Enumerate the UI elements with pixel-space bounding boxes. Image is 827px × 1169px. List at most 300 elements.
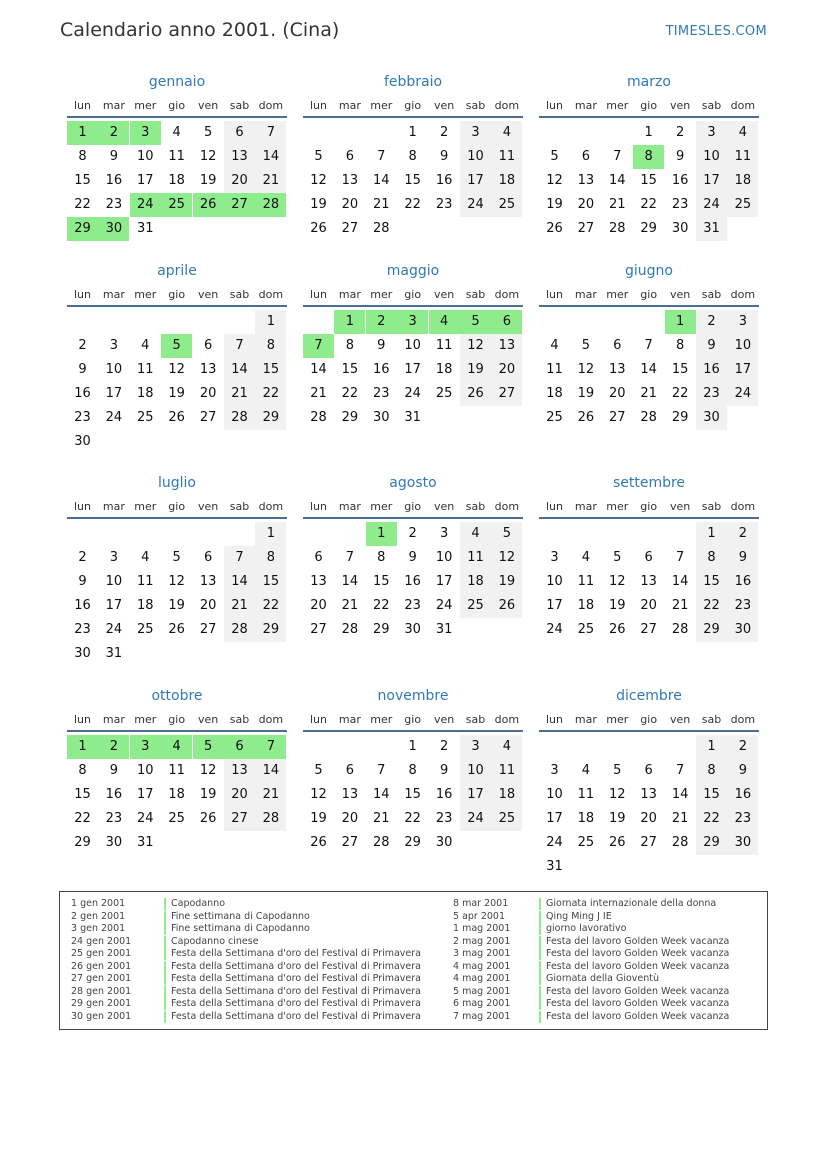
day-cell: 17 bbox=[546, 598, 563, 613]
day-cell: 22 bbox=[255, 594, 286, 618]
holiday-date: 25 gen 2001 bbox=[71, 948, 132, 959]
weekday-label-sab: sab bbox=[465, 288, 486, 301]
month-name: maggio bbox=[386, 263, 440, 279]
month-name: agosto bbox=[389, 475, 437, 491]
weekday-label-ven: ven bbox=[197, 288, 219, 301]
holiday-color-marker bbox=[164, 998, 166, 1010]
day-cell: 1 bbox=[67, 735, 98, 759]
day-cell: 12 bbox=[199, 149, 217, 164]
day-cell: 30 bbox=[404, 622, 421, 637]
weekday-label-mar: mar bbox=[102, 288, 125, 301]
day-cell: 25 bbox=[727, 193, 758, 217]
weekday-label-ven: ven bbox=[669, 500, 691, 513]
day-cell: 7 bbox=[613, 149, 622, 164]
day-cell: 7 bbox=[377, 763, 386, 778]
day-cell: 22 bbox=[404, 197, 421, 212]
day-cell: 8 bbox=[78, 149, 87, 164]
month-header-rule bbox=[303, 730, 523, 732]
holiday-name: Giornata internazionale della donna bbox=[546, 898, 717, 909]
day-cell: 24 bbox=[435, 598, 453, 613]
day-cell: 14 bbox=[373, 173, 390, 188]
weekday-label-mer: mer bbox=[606, 288, 629, 301]
weekday-label-gio: gio bbox=[404, 99, 422, 112]
weekday-label-lun: lun bbox=[310, 500, 327, 513]
weekday-label-mer: mer bbox=[134, 713, 157, 726]
day-cell: 8 bbox=[408, 763, 417, 778]
weekday-label-sab: sab bbox=[465, 500, 486, 513]
weekday-label-mar: mar bbox=[102, 713, 125, 726]
day-cell: 26 bbox=[577, 410, 595, 425]
day-cell: 5 bbox=[314, 763, 323, 778]
day-cell: 25 bbox=[491, 193, 522, 217]
day-cell: 13 bbox=[640, 574, 657, 589]
day-cell: 7 bbox=[644, 338, 653, 353]
day-cell: 9 bbox=[696, 334, 727, 358]
day-cell: 1 bbox=[408, 125, 417, 140]
holiday-date: 7 mag 2001 bbox=[453, 1010, 511, 1022]
day-cell: 19 bbox=[460, 358, 491, 382]
day-cell: 5 bbox=[613, 763, 622, 778]
day-cell: 18 bbox=[546, 386, 563, 401]
day-cell: 1 bbox=[255, 310, 286, 334]
day-cell: 22 bbox=[74, 811, 91, 826]
holiday-name: Festa del lavoro Golden Week vacanza bbox=[546, 935, 730, 947]
holiday-date: 3 gen 2001 bbox=[71, 923, 126, 934]
day-cell: 8 bbox=[408, 149, 417, 164]
day-cell: 23 bbox=[727, 594, 758, 618]
weekday-label-lun: lun bbox=[310, 288, 327, 301]
day-cell: 12 bbox=[168, 574, 185, 589]
day-cell: 16 bbox=[74, 598, 91, 613]
day-cell: 7 bbox=[224, 334, 255, 358]
month-name: febbraio bbox=[383, 74, 443, 90]
weekday-label-ven: ven bbox=[433, 500, 455, 513]
day-cell: 27 bbox=[577, 221, 595, 236]
weekday-label-gio: gio bbox=[640, 713, 658, 726]
day-cell: 8 bbox=[675, 338, 685, 353]
day-cell: 29 bbox=[696, 618, 727, 642]
day-cell: 4 bbox=[161, 735, 192, 759]
weekday-label-ven: ven bbox=[669, 288, 691, 301]
day-cell: 16 bbox=[404, 574, 421, 589]
day-cell: 6 bbox=[581, 149, 591, 164]
holiday-color-marker bbox=[539, 986, 541, 998]
holiday-color-marker bbox=[164, 936, 166, 948]
day-cell: 26 bbox=[609, 835, 626, 850]
day-cell: 1 bbox=[408, 739, 417, 754]
day-cell: 17 bbox=[546, 811, 563, 826]
month-header-rule bbox=[67, 305, 287, 307]
month-header-rule bbox=[67, 517, 287, 519]
day-cell: 24 bbox=[130, 193, 161, 217]
day-cell: 13 bbox=[199, 362, 217, 377]
day-cell: 13 bbox=[224, 145, 255, 169]
holiday-color-marker bbox=[164, 1011, 166, 1023]
day-cell: 4 bbox=[172, 125, 181, 140]
holiday-date: 2 mag 2001 bbox=[453, 935, 511, 947]
holiday-color-marker bbox=[164, 911, 166, 923]
month-name: giugno bbox=[625, 263, 673, 279]
day-cell: 26 bbox=[199, 811, 217, 826]
weekday-label-lun: lun bbox=[74, 99, 91, 112]
weekday-label-lun: lun bbox=[74, 500, 91, 513]
day-cell: 7 bbox=[377, 149, 386, 164]
day-cell: 30 bbox=[98, 217, 129, 241]
weekday-label-mar: mar bbox=[102, 500, 125, 513]
weekday-label-gio: gio bbox=[404, 713, 422, 726]
weekday-label-lun: lun bbox=[74, 288, 91, 301]
day-cell: 31 bbox=[546, 859, 563, 874]
day-cell: 23 bbox=[373, 386, 390, 401]
day-cell: 12 bbox=[609, 787, 626, 802]
day-cell: 15 bbox=[696, 570, 727, 594]
day-cell: 7 bbox=[675, 763, 685, 778]
month-name: dicembre bbox=[616, 688, 682, 704]
day-cell: 3 bbox=[550, 550, 559, 565]
day-cell: 19 bbox=[609, 598, 626, 613]
day-cell: 5 bbox=[491, 522, 522, 546]
day-cell: 23 bbox=[74, 622, 91, 637]
day-cell: 13 bbox=[491, 334, 522, 358]
day-cell: 28 bbox=[255, 807, 286, 831]
holiday-date: 3 mag 2001 bbox=[453, 948, 511, 959]
day-cell: 16 bbox=[435, 787, 453, 802]
holiday-date: 6 mag 2001 bbox=[453, 998, 511, 1009]
day-cell: 14 bbox=[310, 362, 327, 377]
weekday-label-lun: lun bbox=[546, 99, 563, 112]
day-cell: 19 bbox=[577, 386, 595, 401]
day-cell: 2 bbox=[696, 310, 727, 334]
weekday-label-dom: dom bbox=[730, 500, 756, 513]
holiday-date: 30 gen 2001 bbox=[71, 1010, 132, 1022]
day-cell: 18 bbox=[137, 598, 154, 613]
day-cell: 10 bbox=[460, 145, 491, 169]
day-cell: 21 bbox=[224, 382, 255, 406]
day-cell: 26 bbox=[546, 221, 563, 236]
day-cell: 2 bbox=[727, 735, 758, 759]
day-cell: 28 bbox=[671, 835, 689, 850]
weekday-label-lun: lun bbox=[546, 500, 563, 513]
weekday-label-dom: dom bbox=[730, 99, 756, 112]
day-cell: 12 bbox=[609, 574, 626, 589]
day-cell: 6 bbox=[644, 763, 653, 778]
day-cell: 20 bbox=[341, 811, 359, 826]
holiday-date: 28 gen 2001 bbox=[71, 985, 132, 997]
day-cell: 20 bbox=[640, 811, 657, 826]
day-cell: 30 bbox=[671, 221, 689, 236]
day-cell: 16 bbox=[74, 386, 91, 401]
day-cell: 2 bbox=[98, 121, 129, 145]
day-cell: 14 bbox=[224, 570, 255, 594]
day-cell: 1 bbox=[665, 310, 696, 334]
day-cell: 3 bbox=[397, 310, 428, 334]
day-cell: 18 bbox=[491, 169, 522, 193]
month-name: marzo bbox=[627, 74, 671, 90]
day-cell: 10 bbox=[404, 338, 421, 353]
day-cell: 9 bbox=[439, 763, 449, 778]
holiday-name: giorno lavorativo bbox=[546, 923, 627, 934]
month-name: settembre bbox=[612, 475, 686, 491]
weekday-label-ven: ven bbox=[433, 713, 455, 726]
weekday-label-lun: lun bbox=[546, 713, 563, 726]
day-cell: 4 bbox=[581, 763, 591, 778]
day-cell: 14 bbox=[255, 759, 286, 783]
weekday-label-sab: sab bbox=[465, 99, 486, 112]
day-cell: 13 bbox=[640, 787, 657, 802]
day-cell: 8 bbox=[78, 763, 87, 778]
day-cell: 15 bbox=[404, 173, 421, 188]
day-cell: 22 bbox=[696, 594, 727, 618]
weekday-label-sab: sab bbox=[701, 288, 722, 301]
day-cell: 22 bbox=[640, 197, 657, 212]
day-cell: 21 bbox=[255, 783, 286, 807]
weekday-label-lun: lun bbox=[546, 288, 563, 301]
day-cell: 6 bbox=[314, 550, 323, 565]
day-cell: 6 bbox=[345, 763, 355, 778]
day-cell: 15 bbox=[74, 787, 91, 802]
weekday-label-gio: gio bbox=[640, 500, 658, 513]
day-cell: 11 bbox=[137, 574, 154, 589]
day-cell: 17 bbox=[460, 783, 491, 807]
day-cell: 29 bbox=[74, 835, 91, 850]
holiday-name: Fine settimana di Capodanno bbox=[171, 923, 310, 934]
day-cell: 29 bbox=[640, 221, 657, 236]
day-cell: 9 bbox=[377, 338, 386, 353]
holiday-name: Festa della Settimana d'oro del Festival di Primavera bbox=[171, 998, 421, 1009]
day-cell: 4 bbox=[491, 121, 522, 145]
day-cell: 9 bbox=[78, 574, 87, 589]
day-cell: 12 bbox=[577, 362, 595, 377]
day-cell: 11 bbox=[491, 145, 522, 169]
day-cell: 21 bbox=[341, 598, 359, 613]
day-cell: 25 bbox=[546, 410, 563, 425]
holiday-color-marker bbox=[164, 923, 166, 935]
day-cell: 16 bbox=[696, 358, 727, 382]
weekday-label-mer: mer bbox=[606, 99, 629, 112]
day-cell: 4 bbox=[581, 550, 591, 565]
day-cell: 1 bbox=[255, 522, 286, 546]
day-cell: 5 bbox=[161, 334, 192, 358]
day-cell: 19 bbox=[199, 173, 217, 188]
day-cell: 29 bbox=[341, 410, 359, 425]
day-cell: 10 bbox=[137, 763, 154, 778]
day-cell: 26 bbox=[310, 835, 327, 850]
day-cell: 26 bbox=[460, 382, 491, 406]
day-cell: 15 bbox=[255, 570, 286, 594]
day-cell: 10 bbox=[460, 759, 491, 783]
day-cell: 7 bbox=[224, 546, 255, 570]
day-cell: 22 bbox=[255, 382, 286, 406]
day-cell: 26 bbox=[310, 221, 327, 236]
day-cell: 23 bbox=[696, 382, 727, 406]
day-cell: 1 bbox=[696, 735, 727, 759]
day-cell: 1 bbox=[644, 125, 653, 140]
day-cell: 8 bbox=[377, 550, 386, 565]
day-cell: 6 bbox=[203, 338, 213, 353]
day-cell: 21 bbox=[671, 598, 689, 613]
day-cell: 11 bbox=[435, 338, 453, 353]
day-cell: 15 bbox=[74, 173, 91, 188]
weekday-label-dom: dom bbox=[258, 713, 284, 726]
day-cell: 27 bbox=[224, 807, 255, 831]
day-cell: 5 bbox=[193, 735, 224, 759]
day-cell: 19 bbox=[199, 787, 217, 802]
day-cell: 22 bbox=[341, 386, 359, 401]
day-cell: 24 bbox=[460, 193, 491, 217]
day-cell: 31 bbox=[105, 646, 123, 661]
day-cell: 27 bbox=[640, 835, 657, 850]
day-cell: 28 bbox=[671, 622, 689, 637]
day-cell: 19 bbox=[491, 570, 522, 594]
weekday-label-lun: lun bbox=[310, 713, 327, 726]
weekday-label-sab: sab bbox=[229, 500, 250, 513]
month-header-rule bbox=[539, 116, 759, 118]
day-cell: 15 bbox=[341, 362, 359, 377]
day-cell: 19 bbox=[168, 598, 185, 613]
weekday-label-dom: dom bbox=[494, 288, 520, 301]
day-cell: 11 bbox=[168, 763, 185, 778]
holiday-color-marker bbox=[539, 923, 541, 935]
weekday-label-mer: mer bbox=[370, 713, 393, 726]
day-cell: 9 bbox=[78, 362, 87, 377]
day-cell: 22 bbox=[404, 811, 421, 826]
day-cell: 16 bbox=[727, 783, 758, 807]
day-cell: 2 bbox=[98, 735, 129, 759]
holiday-color-marker bbox=[539, 998, 541, 1010]
day-cell: 21 bbox=[255, 169, 286, 193]
weekday-label-dom: dom bbox=[494, 99, 520, 112]
day-cell: 28 bbox=[224, 406, 255, 430]
day-cell: 5 bbox=[550, 149, 559, 164]
day-cell: 22 bbox=[671, 386, 689, 401]
day-cell: 4 bbox=[141, 550, 150, 565]
day-cell: 10 bbox=[105, 362, 123, 377]
holiday-color-marker bbox=[539, 948, 541, 960]
day-cell: 6 bbox=[491, 310, 522, 334]
weekday-label-ven: ven bbox=[669, 713, 691, 726]
weekday-label-dom: dom bbox=[258, 500, 284, 513]
day-cell: 6 bbox=[203, 550, 213, 565]
day-cell: 25 bbox=[577, 835, 595, 850]
day-cell: 6 bbox=[613, 338, 622, 353]
weekday-label-dom: dom bbox=[730, 713, 756, 726]
day-cell: 7 bbox=[255, 121, 286, 145]
weekday-label-gio: gio bbox=[404, 288, 422, 301]
weekday-label-dom: dom bbox=[730, 288, 756, 301]
weekday-label-mer: mer bbox=[134, 500, 157, 513]
day-cell: 24 bbox=[105, 622, 123, 637]
day-cell: 7 bbox=[345, 550, 355, 565]
day-cell: 19 bbox=[609, 811, 626, 826]
day-cell: 15 bbox=[255, 358, 286, 382]
day-cell: 18 bbox=[137, 386, 154, 401]
day-cell: 21 bbox=[373, 197, 390, 212]
day-cell: 6 bbox=[644, 550, 653, 565]
day-cell: 5 bbox=[172, 550, 181, 565]
weekday-label-mer: mer bbox=[606, 500, 629, 513]
holiday-name: Festa del lavoro Golden Week vacanza bbox=[546, 985, 730, 997]
holiday-date: 29 gen 2001 bbox=[71, 998, 132, 1009]
month-name: novembre bbox=[377, 688, 449, 704]
month-name: luglio bbox=[158, 475, 196, 491]
day-cell: 18 bbox=[491, 783, 522, 807]
day-cell: 21 bbox=[609, 197, 626, 212]
day-cell: 15 bbox=[671, 362, 689, 377]
holiday-name: Festa del lavoro Golden Week vacanza bbox=[546, 960, 730, 972]
day-cell: 30 bbox=[373, 410, 390, 425]
weekday-label-dom: dom bbox=[258, 99, 284, 112]
weekday-label-gio: gio bbox=[640, 99, 658, 112]
day-cell: 20 bbox=[199, 386, 217, 401]
day-cell: 27 bbox=[310, 622, 327, 637]
day-cell: 30 bbox=[727, 831, 758, 855]
day-cell: 24 bbox=[137, 811, 154, 826]
month-name: gennaio bbox=[148, 74, 206, 90]
day-cell: 31 bbox=[435, 622, 453, 637]
weekday-label-sab: sab bbox=[701, 99, 722, 112]
day-cell: 18 bbox=[577, 598, 595, 613]
day-cell: 3 bbox=[696, 121, 727, 145]
day-cell: 27 bbox=[224, 193, 255, 217]
holiday-name: Festa della Settimana d'oro del Festival di Primavera bbox=[171, 960, 421, 972]
weekday-label-gio: gio bbox=[168, 713, 186, 726]
day-cell: 23 bbox=[74, 410, 91, 425]
day-cell: 28 bbox=[609, 221, 626, 236]
day-cell: 16 bbox=[105, 787, 123, 802]
weekday-label-mar: mar bbox=[338, 713, 361, 726]
holiday-color-marker bbox=[164, 986, 166, 998]
holiday-color-marker bbox=[539, 973, 541, 985]
day-cell: 2 bbox=[408, 526, 417, 541]
holiday-name: Festa del lavoro Golden Week vacanza bbox=[546, 1010, 730, 1022]
day-cell: 20 bbox=[224, 169, 255, 193]
brand-link[interactable]: TIMESLES.COM bbox=[665, 24, 767, 39]
weekday-label-sab: sab bbox=[701, 500, 722, 513]
day-cell: 30 bbox=[105, 835, 123, 850]
holiday-name: Festa del lavoro Golden Week vacanza bbox=[546, 948, 730, 959]
day-cell: 7 bbox=[675, 550, 685, 565]
day-cell: 25 bbox=[137, 622, 154, 637]
weekday-label-dom: dom bbox=[494, 500, 520, 513]
weekday-label-gio: gio bbox=[168, 288, 186, 301]
weekday-label-sab: sab bbox=[465, 713, 486, 726]
day-cell: 14 bbox=[373, 787, 390, 802]
day-cell: 25 bbox=[435, 386, 453, 401]
month-header-rule bbox=[303, 517, 523, 519]
day-cell: 9 bbox=[408, 550, 417, 565]
day-cell: 24 bbox=[404, 386, 421, 401]
weekday-label-ven: ven bbox=[197, 500, 219, 513]
day-cell: 11 bbox=[460, 546, 491, 570]
day-cell: 27 bbox=[491, 382, 522, 406]
holiday-name: Giornata della Gioventù bbox=[546, 973, 660, 984]
day-cell: 30 bbox=[74, 434, 91, 449]
holiday-color-marker bbox=[539, 1011, 541, 1023]
weekday-label-mer: mer bbox=[606, 713, 629, 726]
month-name: ottobre bbox=[151, 688, 203, 704]
holiday-color-marker bbox=[164, 961, 166, 973]
day-cell: 10 bbox=[546, 574, 563, 589]
day-cell: 8 bbox=[255, 546, 286, 570]
day-cell: 17 bbox=[435, 574, 453, 589]
day-cell: 11 bbox=[577, 787, 595, 802]
day-cell: 23 bbox=[727, 807, 758, 831]
day-cell: 21 bbox=[310, 386, 327, 401]
day-cell: 23 bbox=[435, 197, 453, 212]
day-cell: 5 bbox=[613, 550, 622, 565]
day-cell: 9 bbox=[109, 763, 119, 778]
day-cell: 2 bbox=[439, 739, 449, 754]
